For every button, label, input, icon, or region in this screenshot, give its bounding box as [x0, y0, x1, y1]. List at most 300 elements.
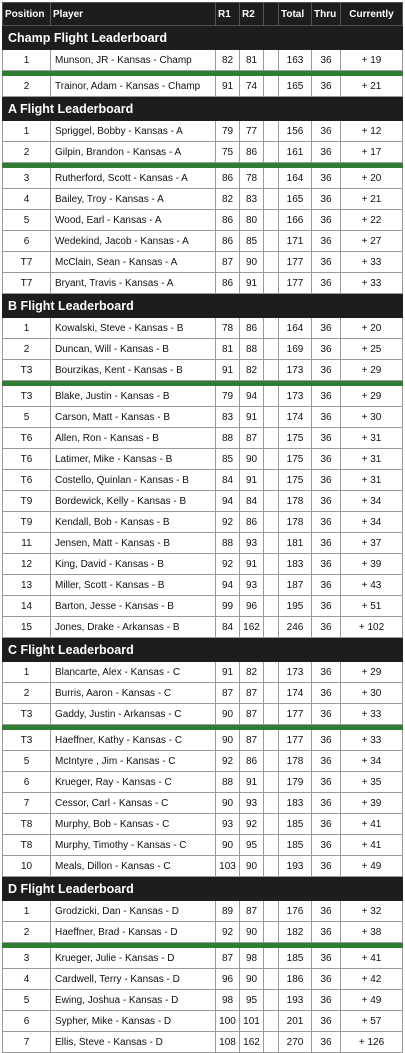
table-row[interactable]: [3, 948, 403, 969]
player-cell[interactable]: Munson, JR - Kansas - Champ: [51, 50, 216, 71]
total-cell: 176: [279, 901, 312, 922]
table-row[interactable]: [3, 662, 403, 683]
currently-cell: + 33: [341, 704, 403, 725]
thru-cell: 36: [312, 360, 341, 381]
blank-cell: [264, 407, 279, 428]
r2-cell: 90: [240, 969, 264, 990]
player-cell[interactable]: Bailey, Troy - Kansas - A: [51, 189, 216, 210]
player-cell[interactable]: McIntyre , Jim - Kansas - C: [51, 751, 216, 772]
table-row[interactable]: [3, 922, 403, 943]
currently-cell: + 20: [341, 168, 403, 189]
header-thru[interactable]: Thru: [312, 3, 341, 26]
total-cell: 178: [279, 751, 312, 772]
table-row[interactable]: [3, 554, 403, 575]
currently-cell: + 126: [341, 1032, 403, 1053]
r2-cell: 93: [240, 533, 264, 554]
player-cell[interactable]: Murphy, Timothy - Kansas - C: [51, 835, 216, 856]
position-cell: 1: [3, 901, 51, 922]
position-cell: 2: [3, 683, 51, 704]
currently-cell: + 39: [341, 793, 403, 814]
position-cell: T6: [3, 449, 51, 470]
thru-cell: 36: [312, 428, 341, 449]
currently-cell: + 51: [341, 596, 403, 617]
blank-cell: [264, 922, 279, 943]
player-cell[interactable]: Ellis, Steve - Kansas - D: [51, 1032, 216, 1053]
currently-cell: + 30: [341, 407, 403, 428]
r1-cell: 86: [216, 273, 240, 294]
position-cell: 2: [3, 76, 51, 97]
table-row[interactable]: [3, 428, 403, 449]
r1-cell: 92: [216, 512, 240, 533]
total-cell: 175: [279, 428, 312, 449]
player-cell[interactable]: Wood, Earl - Kansas - A: [51, 210, 216, 231]
position-cell: T9: [3, 512, 51, 533]
player-cell[interactable]: Meals, Dillon - Kansas - C: [51, 856, 216, 877]
position-cell: 1: [3, 662, 51, 683]
blank-cell: [264, 50, 279, 71]
blank-cell: [264, 835, 279, 856]
currently-cell: + 34: [341, 491, 403, 512]
position-cell: 6: [3, 231, 51, 252]
r1-cell: 92: [216, 751, 240, 772]
table-row[interactable]: [3, 856, 403, 877]
header-currently[interactable]: Currently: [341, 3, 403, 26]
position-cell: 7: [3, 1032, 51, 1053]
position-cell: 5: [3, 751, 51, 772]
player-cell[interactable]: Trainor, Adam - Kansas - Champ: [51, 76, 216, 97]
blank-cell: [264, 662, 279, 683]
total-cell: 182: [279, 922, 312, 943]
header-player[interactable]: Player: [51, 3, 216, 26]
total-cell: 195: [279, 596, 312, 617]
currently-cell: + 33: [341, 730, 403, 751]
thru-cell: 36: [312, 142, 341, 163]
currently-cell: + 21: [341, 76, 403, 97]
position-cell: T7: [3, 273, 51, 294]
thru-cell: 36: [312, 407, 341, 428]
blank-cell: [264, 990, 279, 1011]
r2-cell: 92: [240, 814, 264, 835]
total-cell: 175: [279, 470, 312, 491]
position-cell: 10: [3, 856, 51, 877]
position-cell: T3: [3, 360, 51, 381]
blank-cell: [264, 704, 279, 725]
leaderboard-table: [2, 2, 403, 1053]
currently-cell: + 39: [341, 554, 403, 575]
r2-cell: 88: [240, 339, 264, 360]
table-row[interactable]: [3, 901, 403, 922]
thru-cell: 36: [312, 50, 341, 71]
table-row[interactable]: [3, 407, 403, 428]
header-position[interactable]: Position: [3, 3, 51, 26]
total-cell: 185: [279, 814, 312, 835]
total-cell: 178: [279, 512, 312, 533]
position-cell: 14: [3, 596, 51, 617]
table-row[interactable]: [3, 273, 403, 294]
table-row[interactable]: [3, 751, 403, 772]
thru-cell: 36: [312, 273, 341, 294]
total-cell: 193: [279, 990, 312, 1011]
flight-title: C Flight Leaderboard: [3, 638, 403, 662]
player-cell[interactable]: Burris, Aaron - Kansas - C: [51, 683, 216, 704]
blank-cell: [264, 512, 279, 533]
r1-cell: 90: [216, 730, 240, 751]
player-cell[interactable]: Jones, Drake - Arkansas - B: [51, 617, 216, 638]
currently-cell: + 27: [341, 231, 403, 252]
position-cell: T7: [3, 252, 51, 273]
r2-cell: 96: [240, 596, 264, 617]
currently-cell: + 43: [341, 575, 403, 596]
thru-cell: 36: [312, 575, 341, 596]
table-row[interactable]: [3, 231, 403, 252]
table-row[interactable]: [3, 730, 403, 751]
r1-cell: 88: [216, 428, 240, 449]
thru-cell: 36: [312, 512, 341, 533]
r1-cell: 84: [216, 617, 240, 638]
thru-cell: 36: [312, 922, 341, 943]
thru-cell: 36: [312, 168, 341, 189]
r1-cell: 89: [216, 901, 240, 922]
flight-title: D Flight Leaderboard: [3, 877, 403, 901]
blank-cell: [264, 386, 279, 407]
thru-cell: 36: [312, 772, 341, 793]
r1-cell: 83: [216, 407, 240, 428]
r1-cell: 90: [216, 704, 240, 725]
table-row[interactable]: [3, 704, 403, 725]
position-cell: 7: [3, 793, 51, 814]
player-cell[interactable]: Miller, Scott - Kansas - B: [51, 575, 216, 596]
table-row[interactable]: [3, 210, 403, 231]
table-row[interactable]: [3, 990, 403, 1011]
blank-cell: [264, 360, 279, 381]
total-cell: 185: [279, 948, 312, 969]
player-cell[interactable]: Barton, Jesse - Kansas - B: [51, 596, 216, 617]
position-cell: 1: [3, 121, 51, 142]
total-cell: 183: [279, 554, 312, 575]
blank-cell: [264, 751, 279, 772]
table-row[interactable]: [3, 386, 403, 407]
r1-cell: 91: [216, 76, 240, 97]
currently-cell: + 37: [341, 533, 403, 554]
player-cell[interactable]: Rutherford, Scott - Kansas - A: [51, 168, 216, 189]
player-cell[interactable]: King, David - Kansas - B: [51, 554, 216, 575]
r1-cell: 96: [216, 969, 240, 990]
r2-cell: 95: [240, 990, 264, 1011]
total-cell: 186: [279, 969, 312, 990]
position-cell: 13: [3, 575, 51, 596]
player-cell[interactable]: Blake, Justin - Kansas - B: [51, 386, 216, 407]
thru-cell: 36: [312, 339, 341, 360]
table-row[interactable]: [3, 814, 403, 835]
blank-cell: [264, 76, 279, 97]
r2-cell: 82: [240, 662, 264, 683]
r2-cell: 87: [240, 901, 264, 922]
table-row[interactable]: [3, 683, 403, 704]
blank-cell: [264, 121, 279, 142]
position-cell: 3: [3, 168, 51, 189]
r2-cell: 90: [240, 449, 264, 470]
player-cell[interactable]: Costello, Quinlan - Kansas - B: [51, 470, 216, 491]
currently-cell: + 29: [341, 386, 403, 407]
currently-cell: + 41: [341, 835, 403, 856]
total-cell: 165: [279, 76, 312, 97]
currently-cell: + 31: [341, 449, 403, 470]
table-row[interactable]: [3, 339, 403, 360]
r1-cell: 98: [216, 990, 240, 1011]
table-row[interactable]: [3, 491, 403, 512]
total-cell: 177: [279, 252, 312, 273]
total-cell: 174: [279, 407, 312, 428]
r2-cell: 86: [240, 142, 264, 163]
blank-cell: [264, 189, 279, 210]
total-cell: 246: [279, 617, 312, 638]
header-total[interactable]: Total: [279, 3, 312, 26]
r1-cell: 90: [216, 793, 240, 814]
position-cell: 1: [3, 318, 51, 339]
position-cell: 3: [3, 948, 51, 969]
position-cell: 5: [3, 210, 51, 231]
r2-cell: 94: [240, 386, 264, 407]
player-cell[interactable]: Blancarte, Alex - Kansas - C: [51, 662, 216, 683]
table-row[interactable]: [3, 835, 403, 856]
currently-cell: + 34: [341, 751, 403, 772]
currently-cell: + 29: [341, 360, 403, 381]
total-cell: 174: [279, 683, 312, 704]
table-row[interactable]: [3, 533, 403, 554]
player-cell[interactable]: Krueger, Ray - Kansas - C: [51, 772, 216, 793]
thru-cell: 36: [312, 554, 341, 575]
blank-cell: [264, 969, 279, 990]
currently-cell: + 19: [341, 50, 403, 71]
currently-cell: + 33: [341, 252, 403, 273]
player-cell[interactable]: Kowalski, Steve - Kansas - B: [51, 318, 216, 339]
r2-cell: 81: [240, 50, 264, 71]
position-cell: 12: [3, 554, 51, 575]
r2-cell: 90: [240, 252, 264, 273]
total-cell: 181: [279, 533, 312, 554]
thru-cell: 36: [312, 491, 341, 512]
player-cell[interactable]: Spriggel, Bobby - Kansas - A: [51, 121, 216, 142]
table-row[interactable]: [3, 142, 403, 163]
player-cell[interactable]: Grodzicki, Dan - Kansas - D: [51, 901, 216, 922]
table-row[interactable]: [3, 318, 403, 339]
header-r2[interactable]: R2: [240, 3, 264, 26]
total-cell: 177: [279, 730, 312, 751]
currently-cell: + 49: [341, 990, 403, 1011]
r1-cell: 78: [216, 318, 240, 339]
position-cell: T9: [3, 491, 51, 512]
position-cell: 2: [3, 142, 51, 163]
table-row[interactable]: [3, 617, 403, 638]
player-cell[interactable]: Murphy, Bob - Kansas - C: [51, 814, 216, 835]
total-cell: 187: [279, 575, 312, 596]
table-row[interactable]: [3, 50, 403, 71]
total-cell: 173: [279, 386, 312, 407]
thru-cell: 36: [312, 948, 341, 969]
table-row[interactable]: [3, 76, 403, 97]
player-cell[interactable]: Haeffner, Kathy - Kansas - C: [51, 730, 216, 751]
thru-cell: 36: [312, 231, 341, 252]
player-cell[interactable]: Jensen, Matt - Kansas - B: [51, 533, 216, 554]
header-r1[interactable]: R1: [216, 3, 240, 26]
player-cell[interactable]: Bourzikas, Kent - Kansas - B: [51, 360, 216, 381]
total-cell: 171: [279, 231, 312, 252]
total-cell: 165: [279, 189, 312, 210]
r1-cell: 92: [216, 922, 240, 943]
position-cell: 1: [3, 50, 51, 71]
table-row[interactable]: [3, 449, 403, 470]
player-cell[interactable]: Sypher, Mike - Kansas - D: [51, 1011, 216, 1032]
r2-cell: 162: [240, 617, 264, 638]
total-cell: 270: [279, 1032, 312, 1053]
r1-cell: 82: [216, 50, 240, 71]
thru-cell: 36: [312, 793, 341, 814]
total-cell: 164: [279, 168, 312, 189]
r1-cell: 94: [216, 575, 240, 596]
currently-cell: + 38: [341, 922, 403, 943]
player-cell[interactable]: Bryant, Travis - Kansas - A: [51, 273, 216, 294]
thru-cell: 36: [312, 835, 341, 856]
player-cell[interactable]: Gilpin, Brandon - Kansas - A: [51, 142, 216, 163]
r2-cell: 83: [240, 189, 264, 210]
thru-cell: 36: [312, 76, 341, 97]
flight-header: [3, 638, 403, 662]
blank-cell: [264, 470, 279, 491]
r1-cell: 90: [216, 835, 240, 856]
currently-cell: + 31: [341, 470, 403, 491]
thru-cell: 36: [312, 969, 341, 990]
r2-cell: 93: [240, 575, 264, 596]
currently-cell: + 20: [341, 318, 403, 339]
table-row[interactable]: [3, 596, 403, 617]
r1-cell: 79: [216, 386, 240, 407]
player-cell[interactable]: Carson, Matt - Kansas - B: [51, 407, 216, 428]
thru-cell: 36: [312, 1032, 341, 1053]
table-row[interactable]: [3, 575, 403, 596]
total-cell: 161: [279, 142, 312, 163]
r1-cell: 88: [216, 533, 240, 554]
r1-cell: 92: [216, 554, 240, 575]
position-cell: T3: [3, 386, 51, 407]
currently-cell: + 32: [341, 901, 403, 922]
table-row[interactable]: [3, 772, 403, 793]
blank-cell: [264, 428, 279, 449]
table-row[interactable]: [3, 360, 403, 381]
player-cell[interactable]: Bordewick, Kelly - Kansas - B: [51, 491, 216, 512]
r1-cell: 91: [216, 360, 240, 381]
currently-cell: + 25: [341, 339, 403, 360]
thru-cell: 36: [312, 901, 341, 922]
position-cell: 5: [3, 990, 51, 1011]
r2-cell: 90: [240, 856, 264, 877]
position-cell: T6: [3, 428, 51, 449]
player-cell[interactable]: Haeffner, Brad - Kansas - D: [51, 922, 216, 943]
r1-cell: 91: [216, 662, 240, 683]
currently-cell: + 12: [341, 121, 403, 142]
r2-cell: 91: [240, 407, 264, 428]
thru-cell: 36: [312, 121, 341, 142]
r2-cell: 74: [240, 76, 264, 97]
r2-cell: 91: [240, 273, 264, 294]
thru-cell: 36: [312, 318, 341, 339]
leaderboard-body: [3, 26, 403, 1053]
currently-cell: + 57: [341, 1011, 403, 1032]
table-row[interactable]: [3, 252, 403, 273]
currently-cell: + 49: [341, 856, 403, 877]
r1-cell: 75: [216, 142, 240, 163]
blank-cell: [264, 1011, 279, 1032]
r2-cell: 101: [240, 1011, 264, 1032]
player-cell[interactable]: Cardwell, Terry - Kansas - D: [51, 969, 216, 990]
total-cell: 166: [279, 210, 312, 231]
player-cell[interactable]: McClain, Sean - Kansas - A: [51, 252, 216, 273]
table-row[interactable]: [3, 793, 403, 814]
thru-cell: 36: [312, 596, 341, 617]
player-cell[interactable]: Duncan, Will - Kansas - B: [51, 339, 216, 360]
player-cell[interactable]: Wedekind, Jacob - Kansas - A: [51, 231, 216, 252]
r2-cell: 86: [240, 512, 264, 533]
blank-cell: [264, 339, 279, 360]
position-cell: 6: [3, 772, 51, 793]
table-row[interactable]: [3, 1032, 403, 1053]
blank-cell: [264, 210, 279, 231]
r1-cell: 87: [216, 252, 240, 273]
thru-cell: 36: [312, 704, 341, 725]
player-cell[interactable]: Cessor, Carl - Kansas - C: [51, 793, 216, 814]
player-cell[interactable]: Krueger, Julie - Kansas - D: [51, 948, 216, 969]
currently-cell: + 34: [341, 512, 403, 533]
blank-cell: [264, 856, 279, 877]
blank-cell: [264, 273, 279, 294]
r2-cell: 162: [240, 1032, 264, 1053]
table-row[interactable]: [3, 969, 403, 990]
r2-cell: 90: [240, 922, 264, 943]
r2-cell: 98: [240, 948, 264, 969]
total-cell: 177: [279, 273, 312, 294]
blank-cell: [264, 1032, 279, 1053]
position-cell: 15: [3, 617, 51, 638]
thru-cell: 36: [312, 662, 341, 683]
table-row[interactable]: [3, 512, 403, 533]
currently-cell: + 102: [341, 617, 403, 638]
player-cell[interactable]: Latimer, Mike - Kansas - B: [51, 449, 216, 470]
total-cell: 173: [279, 360, 312, 381]
flight-header: [3, 294, 403, 318]
r1-cell: 79: [216, 121, 240, 142]
currently-cell: + 30: [341, 683, 403, 704]
table-row[interactable]: [3, 470, 403, 491]
table-row[interactable]: [3, 1011, 403, 1032]
player-cell[interactable]: Gaddy, Justin - Arkansas - C: [51, 704, 216, 725]
table-row[interactable]: [3, 121, 403, 142]
table-row[interactable]: [3, 168, 403, 189]
r2-cell: 87: [240, 730, 264, 751]
blank-cell: [264, 793, 279, 814]
blank-cell: [264, 596, 279, 617]
player-cell[interactable]: Kendall, Bob - Kansas - B: [51, 512, 216, 533]
blank-cell: [264, 948, 279, 969]
r1-cell: 94: [216, 491, 240, 512]
table-row[interactable]: [3, 189, 403, 210]
total-cell: 173: [279, 662, 312, 683]
r2-cell: 86: [240, 751, 264, 772]
r2-cell: 78: [240, 168, 264, 189]
player-cell[interactable]: Allen, Ron - Kansas - B: [51, 428, 216, 449]
total-cell: 177: [279, 704, 312, 725]
position-cell: 4: [3, 189, 51, 210]
r2-cell: 95: [240, 835, 264, 856]
player-cell[interactable]: Ewing, Joshua - Kansas - D: [51, 990, 216, 1011]
